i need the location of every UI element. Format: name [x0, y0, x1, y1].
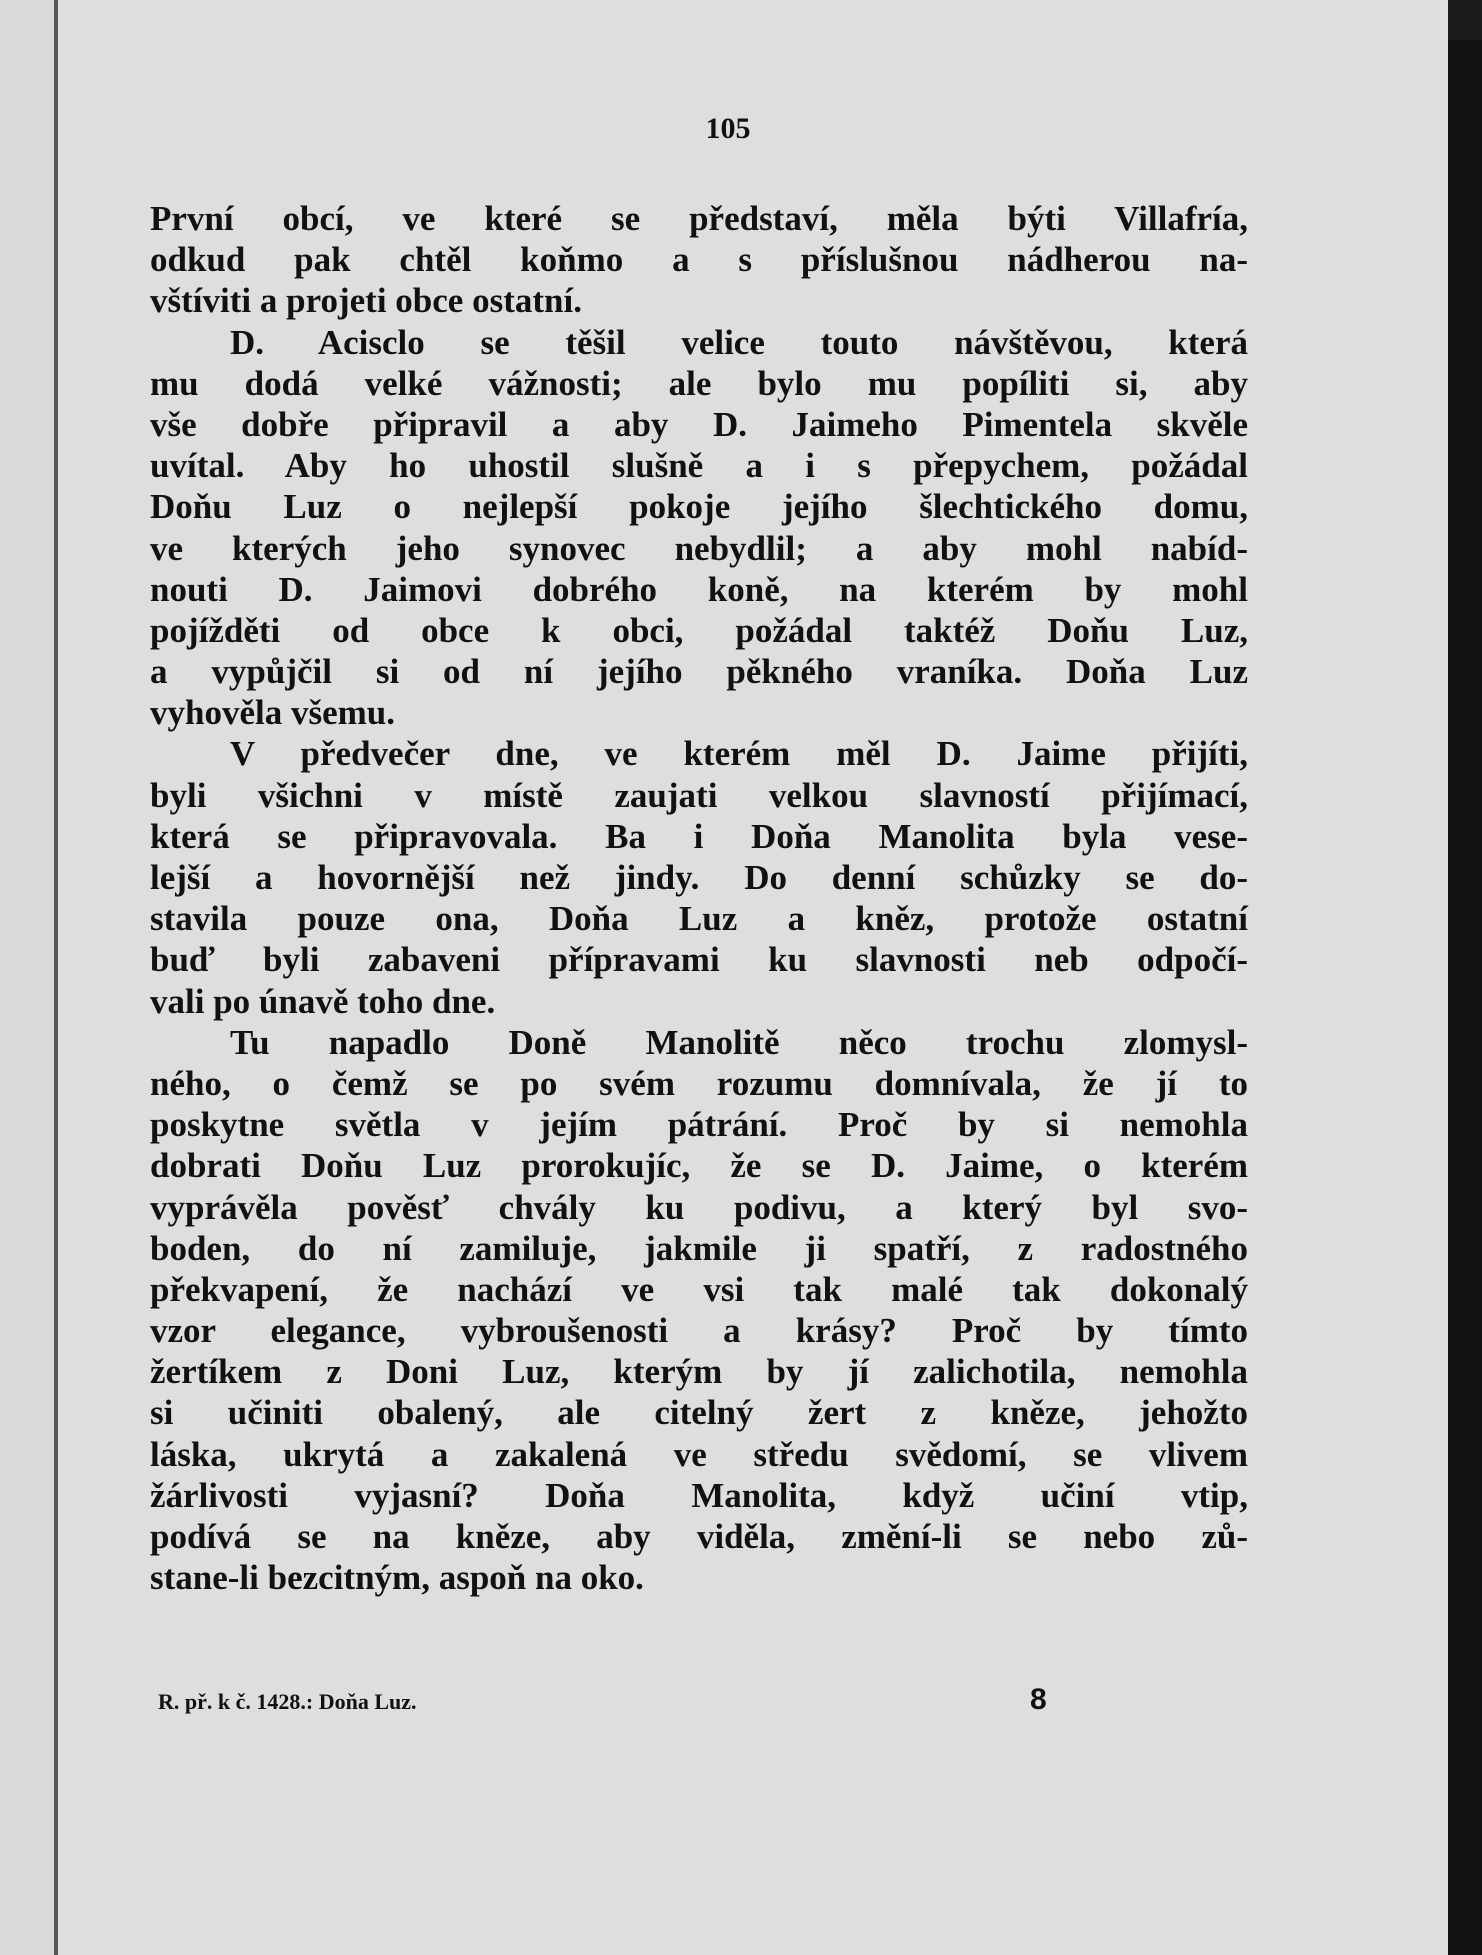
previous-page-edge — [0, 0, 58, 1955]
text-line: lejší a hovornější než jindy. Do denní schůzky se do- — [150, 858, 1248, 897]
text-line: a vypůjčil si od ní jejího pěkného vraníka. Doňa Luz — [150, 652, 1248, 692]
text-line: žertíkem z Doni Luz, kterým by jí zalichotila, nemohla — [150, 1352, 1248, 1392]
text-line: Doňu Luz o nejlepší pokoje jejího šlechtického domu, — [150, 487, 1248, 527]
text-line: žárlivosti vyjasní? Doňa Manolita, když učiní vtip, — [150, 1475, 1248, 1515]
text-line: vyhověla všemu. — [150, 693, 395, 733]
text-line: pojížděti od obce k obci, požádal taktéž Doňu Luz, — [150, 610, 1248, 650]
text-line: nouti D. Jaimovi dobrého koně, na kterém by mohl — [150, 569, 1248, 609]
text-line: D. Acisclo se těšil velice touto návštěvou, která — [230, 322, 1248, 362]
text-line: stane-li bezcitným, aspoň na oko. — [150, 1558, 644, 1598]
text-line: V předvečer dne, ve kterém měl D. Jaime přijíti, — [230, 734, 1248, 774]
text-line: která se připravovala. Ba i Doňa Manolita byla vese- — [150, 816, 1248, 856]
text-line: vali po únavě toho dne. — [150, 981, 496, 1021]
book-page — [58, 0, 1448, 1955]
text-line: vzor elegance, vybroušenosti a krásy? Proč by tímto — [150, 1311, 1248, 1351]
signature-mark: 8 — [1030, 1683, 1047, 1716]
text-line: poskytne světla v jejím pátrání. Proč by si nemohla — [150, 1105, 1248, 1145]
text-line: mu dodá velké vážnosti; ale bylo mu popíliti si, aby — [150, 363, 1248, 403]
page-number: 105 — [705, 112, 751, 145]
page-footer — [158, 1683, 1248, 1723]
text-line: překvapení, že nachází ve vsi tak malé tak dokonalý — [150, 1269, 1248, 1309]
text-line: stavila pouze ona, Doňa Luz a kněz, protože ostatní — [150, 899, 1248, 939]
footer-reference: R. př. k č. 1428.: Doňa Luz. — [158, 1689, 417, 1714]
body-text — [150, 198, 1248, 1598]
text-line: si učiniti obalený, ale citelný žert z kněze, jehožto — [150, 1393, 1248, 1433]
text-line: uvítal. Aby ho uhostil slušně a i s přepychem, požádal — [150, 446, 1248, 486]
text-line: vše dobře připravil a aby D. Jaimeho Pimentela skvěle — [150, 404, 1248, 444]
text-line: První obcí, ve které se představí, měla býti Villafría, — [150, 199, 1248, 238]
text-line: boden, do ní zamiluje, jakmile ji spatří, z radostného — [150, 1228, 1248, 1268]
text-line: podívá se na kněze, aby viděla, změní-li se nebo zů- — [150, 1517, 1248, 1556]
text-line: buď byli zabaveni přípravami ku slavnosti neb odpočí- — [150, 940, 1248, 980]
text-line: dobrati Doňu Luz prorokujíc, že se D. Jaime, o kterém — [150, 1146, 1248, 1186]
text-line: odkud pak chtěl koňmo a s příslušnou nádherou na- — [150, 240, 1248, 280]
text-line: ve kterých jeho synovec nebydlil; a aby mohl nabíd- — [150, 528, 1248, 568]
text-line: byli všichni v místě zaujati velkou slavností přijímací, — [150, 775, 1248, 815]
text-line: Tu napadlo Doně Manolitě něco trochu zlomysl- — [230, 1022, 1248, 1062]
text-line: ného, o čemž se po svém rozumu domnívala, že jí to — [150, 1063, 1248, 1103]
text-line: vštíviti a projeti obce ostatní. — [150, 281, 582, 321]
text-line: láska, ukrytá a zakalená ve středu svědomí, se vlivem — [150, 1434, 1248, 1474]
text-line: vyprávěla pověsť chvály ku podivu, a který byl svo- — [150, 1187, 1248, 1227]
